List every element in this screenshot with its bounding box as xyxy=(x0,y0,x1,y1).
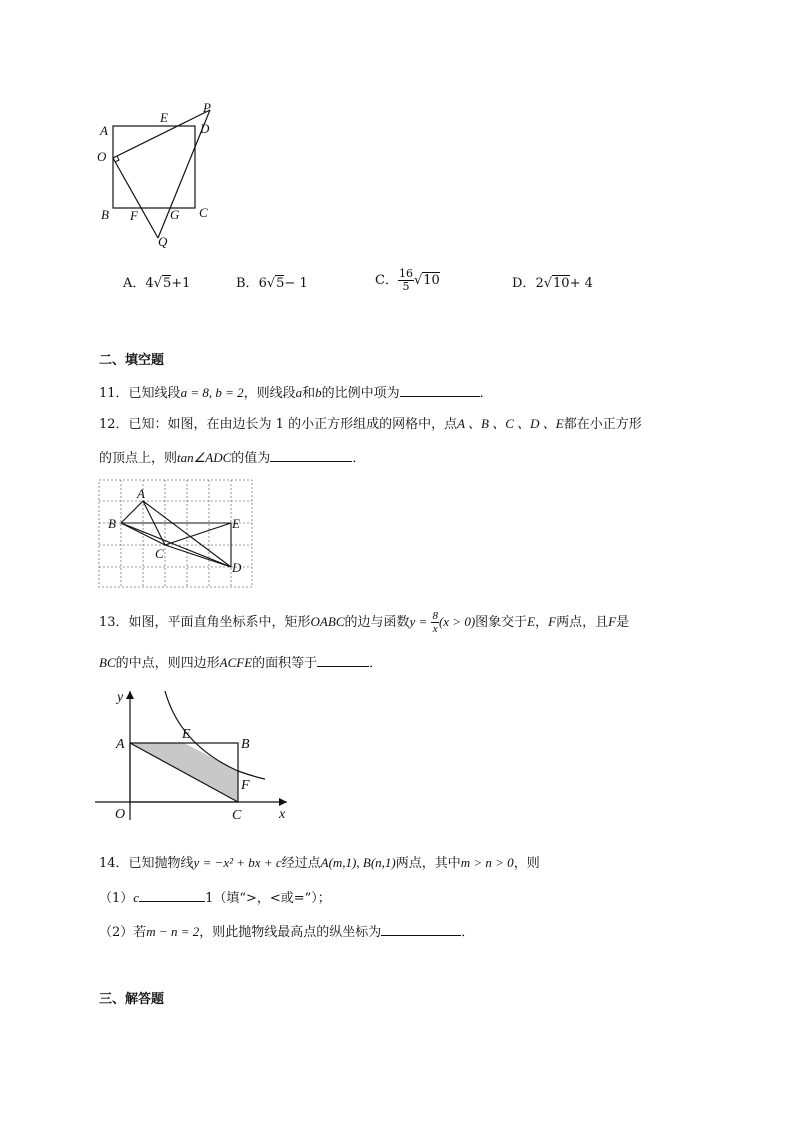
label-C: C xyxy=(232,808,242,823)
label-G: G xyxy=(170,207,180,222)
question-11: 11．已知线段a = 8, b = 2，则线段a和b的比例中项为 ． xyxy=(99,382,493,404)
label-P: P xyxy=(203,100,211,115)
answer-blank xyxy=(139,887,205,902)
label-D: D xyxy=(200,121,210,136)
question-14-part2: （2）若m − n = 2，则此抛物线最高点的纵坐标为 ． xyxy=(99,921,474,943)
section-heading-solutions: 三、解答题 xyxy=(99,992,165,1007)
label-O: O xyxy=(115,807,126,822)
label-C: C xyxy=(199,205,208,220)
question-13-line2: BC的中点，则四边形ACFE的面积等于 ． xyxy=(99,652,382,674)
figure-square-triangle xyxy=(90,98,230,258)
choice-c: C． $\frac{16}{5}$ √10 xyxy=(375,267,440,293)
label-A: A xyxy=(100,123,108,138)
label-F: F xyxy=(241,778,250,793)
figure-coordinate-rect xyxy=(95,685,295,825)
label-B: B xyxy=(241,737,250,752)
question-12-line1: 12．已知：如图，在由边长为 1 的小正方形组成的网格中，点A 、B 、C 、D 、E都在小正方形 xyxy=(99,416,642,432)
question-14-part1: （1）c 1（填“>，<或=”）； xyxy=(99,887,331,909)
label-D: D xyxy=(232,560,242,575)
label-B: B xyxy=(101,207,109,222)
label-C: C xyxy=(155,546,164,561)
choice-a: A．4√5+1 xyxy=(123,276,191,291)
label-E: E xyxy=(232,516,240,531)
label-F: F xyxy=(130,208,138,223)
answer-blank xyxy=(400,382,480,397)
choice-b: B．6√5− 1 xyxy=(236,276,308,291)
label-y: y xyxy=(117,690,124,705)
section-heading-fill-blank: 二、填空题 xyxy=(99,353,165,368)
answer-blank xyxy=(270,447,352,462)
label-O: O xyxy=(97,149,107,164)
question-12-line2: 的顶点上，则tan∠ADC的值为 ． xyxy=(99,447,365,469)
figure-grid xyxy=(98,479,254,589)
label-x: x xyxy=(279,807,286,822)
answer-blank xyxy=(381,921,461,936)
label-A: A xyxy=(137,486,145,501)
label-E: E xyxy=(182,727,191,742)
label-E: E xyxy=(160,110,168,125)
label-A: A xyxy=(116,737,125,752)
question-13-line1: 13．如图，平面直角坐标系中，矩形OABC的边与函数y = $\frac{8}{x}$ (x > 0)图象交于E，F两点，且F是 xyxy=(99,610,630,635)
answer-blank xyxy=(317,652,369,667)
choice-d: D．2√10+ 4 xyxy=(512,276,593,291)
label-B: B xyxy=(108,516,116,531)
question-14-line1: 14．已知抛物线y = −x² + bx + c经过点A(m,1), B(n,1)两点，其中m > n > 0，则 xyxy=(99,855,540,871)
label-Q: Q xyxy=(158,234,168,249)
